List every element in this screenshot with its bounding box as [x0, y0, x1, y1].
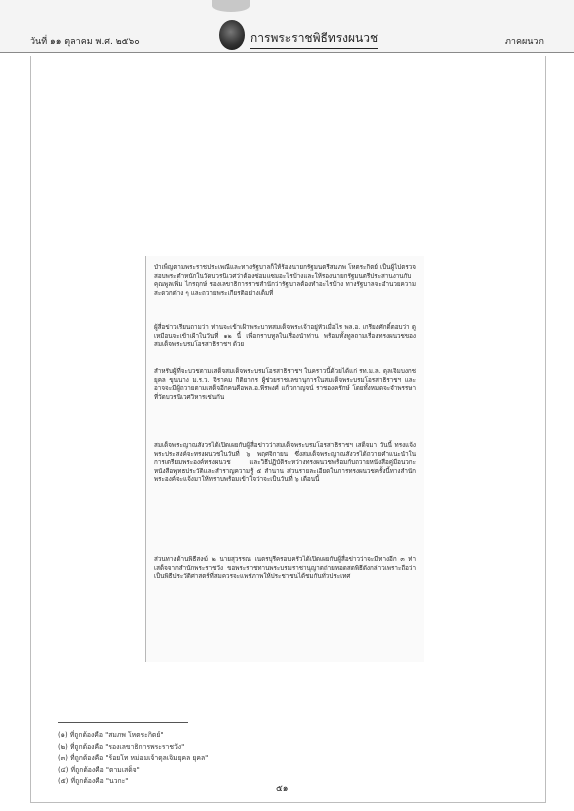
header-date: วันที่ ๑๑ ตุลาคม พ.ศ. ๒๕๖๐: [30, 37, 140, 47]
document-header: [0, 0, 574, 53]
footnotes: [58, 730, 358, 788]
emblem-crest-top: [212, 0, 250, 12]
article-paragraph-2: ผู้สื่อข่าวเรียนถามว่า ท่านจะเข้าเฝ้าพระบาทสมเด็จพระเจ้าอยู่หัวเมื่อไร พล.อ. เกรียงศักดิ์ตอบว่า ดูเหมือนจะเข้าเฝ้าในวันที่ ๑๒ นี้ เพื่อกราบทูลในเรื่องนำท่าน พร้อมทั้งทูลถามเรื่องทรงผนวชของสมเด็จพระบรมโอรสาธิราชฯ ด้วย: [154, 324, 416, 348]
footnote-item: (๔) ที่ถูกต้องคือ "ตามเสด็จ": [58, 765, 140, 774]
page-number: ๕๑: [276, 784, 289, 794]
page-frame-bottom: [31, 802, 545, 803]
footnote-item: (๕) ที่ถูกต้องคือ "นวกะ": [58, 777, 129, 785]
scanned-article: [145, 256, 424, 662]
article-paragraph-4: สมเด็จพระญาณสังวรได้เปิดเผยกับผู้สื่อข่าวว่าสมเด็จพระบรมโอรสาธิราชฯ เสด็จมา วันนี้ ทรงแจ้งพระประสงค์จะทรงผนวชในวันที่ ๖ พฤศจิกายน ซึ่งสมเด็จพระญาณสังวรได้ถวายคำแนะนำในการเตรียมพระองค์ทรงผนวช และวิธีปฏิบัติระหว่างทรงผนวชพร้อมกับถวายหนังสือคู่มือนวกะ หนังสือพุทธประวัติและสำราญความรู้ ๕ สำนาน ส่วนรายละเอียดในการทรงผนวชครั้งนี้ทางสำนักพระองค์จะแจ้งมาให้ทราบพร้อมเข้าใจว่าจะเป็นวันที่ ๖ เดือนนี้: [154, 442, 416, 483]
footnote-item: (๒) ที่ถูกต้องคือ "รองเลขาธิการพระราชวัง": [58, 742, 185, 751]
header-section: ภาคผนวก: [505, 37, 544, 47]
footnote-item: (๓) ที่ถูกต้องคือ "ร้อยโท หม่อมเจ้าดุลเจิมยุคล ยุคล": [58, 754, 209, 762]
article-paragraph-3: สำหรับผู้ที่จะบวชตามเสด็จสมเด็จพระบรมโอรสาธิราชฯ ในคราวนี้ด้วยได้แก่ รท.ม.ล. ดุลเจิมบงกช ยุคล ขุนนาง ม.ร.ว. จิราคม กิติยากร ผู้ช่วยราชเลขานุการในสมเด็จพระบรมโอรสาธิราชฯ และอาจจะมีผู้ถวายตามเสด็จอีกคนคือพล.อ.พีรพงศ์ แก้วกาญจน์ ราชองครักษ์ โดยทั้งหมดจะจำพรรษาที่วัดบวรนิเวศวิหารเช่นกัน: [154, 368, 416, 401]
footnote-item: (๑) ที่ถูกต้องคือ "สมภพ โหตระกิตย์": [58, 731, 164, 739]
header-title: การพระราชพิธีทรงผนวช: [250, 29, 378, 49]
footnote-divider: [58, 722, 188, 723]
article-paragraph-5: ส่วนทางด้านพิธีสงฆ์ ๒ นายสุวรรณ เนตรบุรีครอบครัวได้เปิดเผยกับผู้สื่อข่าวว่าจะมีทางอีก ๓ ท่าเสด็จจากสำนักพระราชวัง ขอพระราชทานพระบรมราชานุญาตถ่ายทอดสดพิธีดังกล่าวเพราะถือว่าเป็นพิธีประวัติศาสตร์ที่สมควรจะแพร่ภาพให้ประชาชนได้ชมกันทั่วประเทศ: [154, 556, 416, 580]
article-paragraph-1: บำเพ็ญตามพระราชประเพณีและทางรัฐบาลก็ให้ร้องนายกรัฐมนตรีสมภพ โหตระกิตย์ เป็นผู้ไปตรวจสอบพระตำหนักในวัดบวรนิเวศว่าต้องซ่อมแซมอะไรบ้างและให้รองนายกรัฐมนตรีประสานงานกับคุณพูลเพิ่ม ไกรฤกษ์ รองเลขาธิการราชสำนักว่ารัฐบาลต้องทำอะไรบ้าง ทางรัฐบาลจะอำนวยความสะดวกต่าง ๆ และถวายพระเกียรติอย่างเต็มที่: [154, 264, 416, 297]
royal-emblem-icon: [219, 20, 245, 50]
